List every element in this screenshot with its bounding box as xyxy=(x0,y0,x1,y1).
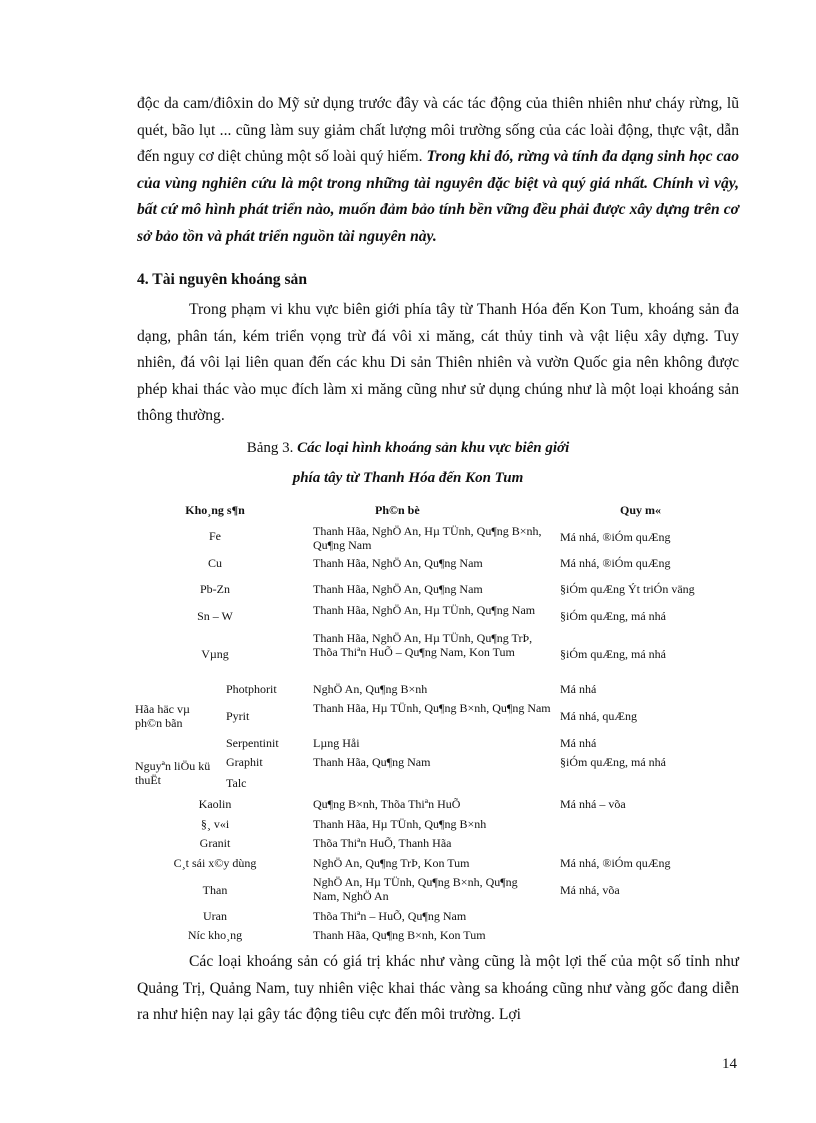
distribution-cell: Thõa Thiªn HuÕ, Thanh Hãa xyxy=(313,836,452,850)
mineral-cell: Fe xyxy=(209,529,221,543)
mineral-cell: Pb-Zn xyxy=(200,582,230,596)
mineral-cell: Uran xyxy=(203,909,227,923)
scale-cell: §iÓm quÆng Ýt triÓn väng xyxy=(560,582,695,596)
scale-cell: Má nhá, quÆng xyxy=(560,709,637,723)
caption-title-continued: phía tây từ Thanh Hóa đến Kon Tum xyxy=(292,470,524,486)
group-label-technical: Nguyªn liÖu kü thuËt xyxy=(135,759,211,787)
distribution-cell: Thanh Hãa, Qu¶ng B×nh, Kon Tum xyxy=(313,928,486,942)
distribution-cell: Thõa Thiªn – HuÕ, Qu¶ng Nam xyxy=(313,909,467,923)
mineral-cell: Kaolin xyxy=(198,797,232,811)
distribution-cell: Lµng Håi xyxy=(313,736,360,750)
scale-cell: Má nhá, ®iÓm quÆng xyxy=(560,856,671,870)
mineral-cell: Pyrit xyxy=(226,709,250,723)
mineral-cell: Níc kho¸ng xyxy=(187,928,243,942)
distribution-cell: Thanh Hãa, NghÖ An, Qu¶ng Nam xyxy=(313,556,483,570)
scale-cell: Má nhá, ®iÓm quÆng xyxy=(560,530,671,544)
scale-cell: §iÓm quÆng, má nhá xyxy=(560,609,666,623)
column-header-mineral: Kho¸ng s¶n xyxy=(185,503,245,517)
paragraph-text: độc da cam/điôxin do Mỹ sử dụng trước đây và các tác động của thiên nhiên như cháy rừng, lũ quét, bão lụt ... cũng làm suy giảm chất lượng môi trường sống của các loài động, thực vật, dẫn đến nguy cơ diệt chủng một số loài quý hiếm. xyxy=(137,95,739,165)
mineral-cell: Cu xyxy=(207,556,222,570)
scale-cell: Má nhá xyxy=(560,682,597,696)
mineral-cell: C¸t sái x©y dùng xyxy=(173,856,257,870)
distribution-cell: NghÖ An, Hµ TÜnh, Qu¶ng B×nh, Qu¶ng Nam, NghÖ An xyxy=(313,875,518,903)
scale-cell: Má nhá – võa xyxy=(560,797,626,811)
caption-prefix: Bảng 3. xyxy=(246,440,294,456)
mineral-cell: Than xyxy=(202,883,228,897)
page-number: 14 xyxy=(722,1056,737,1072)
scale-cell: Má nhá, ®iÓm quÆng xyxy=(560,556,671,570)
column-header-scale: Quy m« xyxy=(620,503,662,517)
mineral-cell: Vµng xyxy=(201,647,229,661)
mineral-cell: Photphorit xyxy=(226,682,277,696)
distribution-cell: Qu¶ng B×nh, Thõa Thiªn HuÕ xyxy=(313,797,461,811)
scale-cell: Má nhá, võa xyxy=(560,883,620,897)
scale-cell: Má nhá xyxy=(560,736,597,750)
mineral-cell: Granit xyxy=(199,836,231,850)
paragraph-gold: Các loại khoáng sản có giá trị khác như vàng cũng là một lợi thế của một số tỉnh như Quảng Trị, Quảng Nam, tuy nhiên việc khai thác vàng sa khoáng cũng như vàng gốc đang diễn ra như hiện nay lại gây tác động tiêu cực đến môi trường. Lợi xyxy=(137,953,739,1023)
section-heading: 4. Tài nguyên khoáng sản xyxy=(137,271,308,288)
distribution-cell: NghÖ An, Qu¶ng B×nh xyxy=(313,682,428,696)
emphasis-text: Trong khi đó, rừng và tính đa dạng sinh học cao của vùng nghiên cứu là một trong những tài nguyên đặc biệt và quý giá nhất. Chính vì vậy, bất cứ mô hình phát triển nào, muốn đảm bảo tính bền vững đều phải được xây dựng trên cơ sở bảo tồn và phát triển nguồn tài nguyên này. xyxy=(137,148,739,245)
distribution-cell: Thanh Hãa, NghÖ An, Qu¶ng Nam xyxy=(313,582,483,596)
distribution-cell: Thanh Hãa, NghÖ An, Hµ TÜnh, Qu¶ng Nam xyxy=(313,603,536,617)
mineral-cell: Talc xyxy=(226,776,247,790)
distribution-cell: Thanh Hãa, Hµ TÜnh, Qu¶ng B×nh xyxy=(313,817,487,831)
group-label-chemical: Hãa häc vµ ph©n bãn xyxy=(135,702,190,730)
distribution-cell: Thanh Hãa, Hµ TÜnh, Qu¶ng B×nh, Qu¶ng Nam xyxy=(313,701,551,715)
distribution-cell: Thanh Hãa, Qu¶ng Nam xyxy=(313,755,431,769)
mineral-cell: Sn – W xyxy=(197,609,233,623)
distribution-cell: Thanh Hãa, NghÖ An, Hµ TÜnh, Qu¶ng TrÞ, Thõa Thiªn HuÕ – Qu¶ng Nam, Kon Tum xyxy=(313,631,533,659)
distribution-cell: NghÖ An, Qu¶ng TrÞ, Kon Tum xyxy=(313,856,470,870)
column-header-distribution: Ph©n bè xyxy=(375,503,420,517)
mineral-cell: §¸ v«i xyxy=(200,817,230,831)
mineral-cell: Serpentinit xyxy=(226,736,279,750)
caption-title: Các loại hình khoáng sản khu vực biên giới xyxy=(297,440,570,456)
scale-cell: §iÓm quÆng, má nhá xyxy=(560,755,666,769)
mineral-cell: Graphit xyxy=(226,755,263,769)
scale-cell: §iÓm quÆng, má nhá xyxy=(560,647,666,661)
paragraph-minerals: Trong phạm vi khu vực biên giới phía tây từ Thanh Hóa đến Kon Tum, khoáng sản đa dạng, phân tán, kém triển vọng trừ đá vôi xi măng, cát thủy tinh và vật liệu xây dựng. Tuy nhiên, đá vôi lại liên quan đến các khu Di sản Thiên nhiên và vườn Quốc gia nên không được phép khai thác vào mục đích làm xi măng cũng như sử dụng chúng như là một loại khoáng sản thông thường. xyxy=(137,301,739,424)
distribution-cell: Thanh Hãa, NghÖ An, Hµ TÜnh, Qu¶ng B×nh, Qu¶ng Nam xyxy=(313,524,542,552)
